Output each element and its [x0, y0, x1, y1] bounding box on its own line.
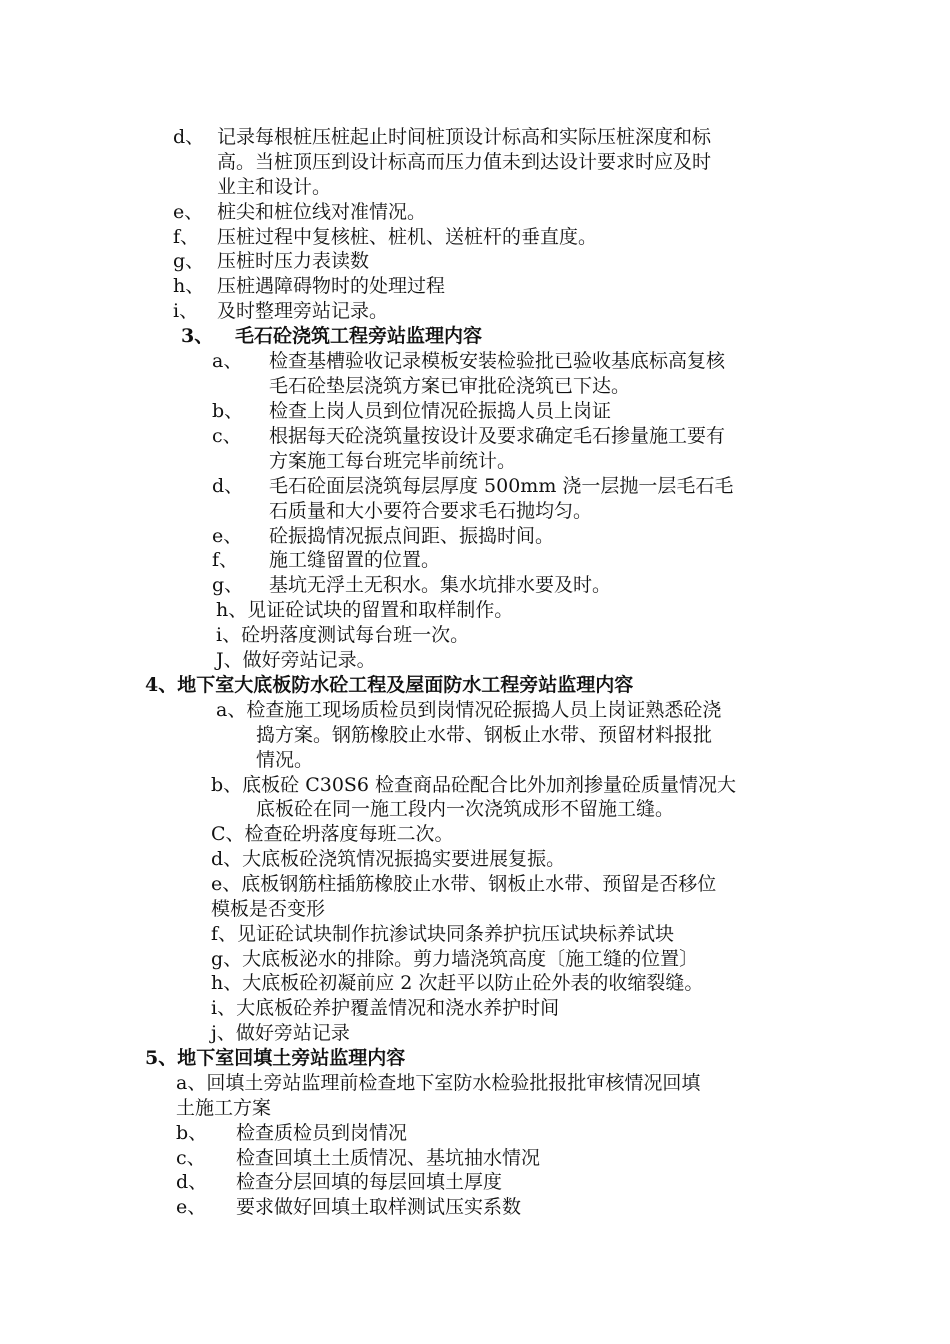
item-text: 压桩时压力表读数	[217, 250, 370, 272]
item-text: 业主和设计。	[217, 176, 332, 198]
item-text: 砼振捣情况振点间距、振捣时间。	[269, 525, 555, 547]
item-marker: i、	[173, 300, 199, 322]
list-item-continuation: 捣方案。钢筋橡胶止水带、钢板止水带、预留材料报批	[256, 724, 713, 746]
list-item: C、检查砼坍落度每班二次。	[211, 823, 454, 845]
item-marker: e、	[212, 525, 243, 547]
item-text: 基坑无浮土无积水。集水坑排水要及时。	[269, 574, 612, 596]
item-text: 石质量和大小要符合要求毛石抛均匀。	[269, 500, 593, 522]
list-item: i、砼坍落度测试每台班一次。	[216, 624, 470, 646]
item-marker: d、	[176, 1171, 208, 1193]
item-marker: g、	[212, 574, 244, 596]
item-text: 根据每天砼浇筑量按设计及要求确定毛石掺量施工要有	[269, 425, 726, 447]
item-text: 检查基槽验收记录模板安装检验批已验收基底标高复核	[269, 350, 726, 372]
item-text: 检查分层回填的每层回填土厚度	[236, 1171, 503, 1193]
item-text: 及时整理旁站记录。	[217, 300, 389, 322]
list-item: a、检查施工现场质检员到岗情况砼振捣人员上岗证熟悉砼浇	[216, 699, 722, 721]
item-text: 记录每根桩压桩起止时间桩顶设计标高和实际压桩深度和标	[217, 126, 712, 148]
item-text: 压桩过程中复核桩、桩机、送桩杆的垂直度。	[217, 226, 598, 248]
item-text: 高。当桩顶压到设计标高而压力值未到达设计要求时应及时	[217, 151, 712, 173]
item-text: 毛石砼面层浇筑每层厚度 500mm 浇一层抛一层毛石毛	[269, 475, 734, 497]
list-item: a、回填土旁站监理前检查地下室防水检验批报批审核情况回填	[176, 1072, 701, 1094]
item-marker: e、	[173, 201, 204, 223]
item-marker: f、	[212, 549, 239, 571]
item-text: 检查回填土土质情况、基坑抽水情况	[236, 1147, 541, 1169]
item-text: 桩尖和桩位线对准情况。	[217, 201, 427, 223]
item-marker: d、	[212, 475, 244, 497]
item-marker: a、	[212, 350, 243, 372]
list-item: g、大底板泌水的排除。剪力墙浇筑高度〔施工缝的位置〕	[211, 948, 699, 970]
list-item: e、底板钢筋柱插筋橡胶止水带、钢板止水带、预留是否移位	[211, 873, 717, 895]
list-item: i、大底板砼养护覆盖情况和浇水养护时间	[211, 997, 560, 1019]
list-item: h、大底板砼初凝前应 2 次赶平以防止砼外表的收缩裂缝。	[211, 972, 704, 994]
list-item-continuation: 模板是否变形	[211, 898, 326, 920]
list-item: b、底板砼 C30S6 检查商品砼配合比外加剂掺量砼质量情况大	[211, 774, 737, 796]
item-text: 要求做好回填土取样测试压实系数	[236, 1196, 522, 1218]
item-text: 压桩遇障碍物时的处理过程	[217, 275, 446, 297]
item-marker: d、	[173, 126, 205, 148]
list-item: d、大底板砼浇筑情况振捣实要进展复振。	[211, 848, 566, 870]
list-item-continuation: 底板砼在同一施工段内一次浇筑成形不留施工缝。	[256, 798, 675, 820]
item-marker: f、	[173, 226, 200, 248]
list-item: J、做好旁站记录。	[216, 649, 376, 671]
list-item: h、见证砼试块的留置和取样制作。	[216, 599, 514, 621]
section-number: 3、	[181, 325, 214, 347]
item-text: 施工缝留置的位置。	[269, 549, 441, 571]
item-marker: g、	[173, 250, 205, 272]
section-heading: 毛石砼浇筑工程旁站监理内容	[235, 325, 483, 347]
item-text: 检查上岗人员到位情况砼振捣人员上岗证	[269, 400, 612, 422]
item-text: 毛石砼垫层浇筑方案已审批砼浇筑已下达。	[269, 375, 631, 397]
list-item-continuation: 土施工方案	[176, 1097, 272, 1119]
list-item-continuation: 情况。	[256, 749, 314, 771]
section-heading: 5、地下室回填土旁站监理内容	[145, 1047, 406, 1069]
item-text: 方案施工每台班完毕前统计。	[269, 450, 517, 472]
list-item: j、做好旁站记录	[211, 1022, 350, 1044]
item-marker: b、	[176, 1122, 208, 1144]
item-marker: h、	[173, 275, 205, 297]
list-item: f、见证砼试块制作抗渗试块同条养护抗压试块标养试块	[211, 923, 675, 945]
item-marker: c、	[176, 1147, 206, 1169]
section-heading: 4、地下室大底板防水砼工程及屋面防水工程旁站监理内容	[145, 674, 634, 696]
item-marker: b、	[212, 400, 244, 422]
item-marker: e、	[176, 1196, 207, 1218]
item-marker: c、	[212, 425, 242, 447]
item-text: 检查质检员到岗情况	[236, 1122, 408, 1144]
